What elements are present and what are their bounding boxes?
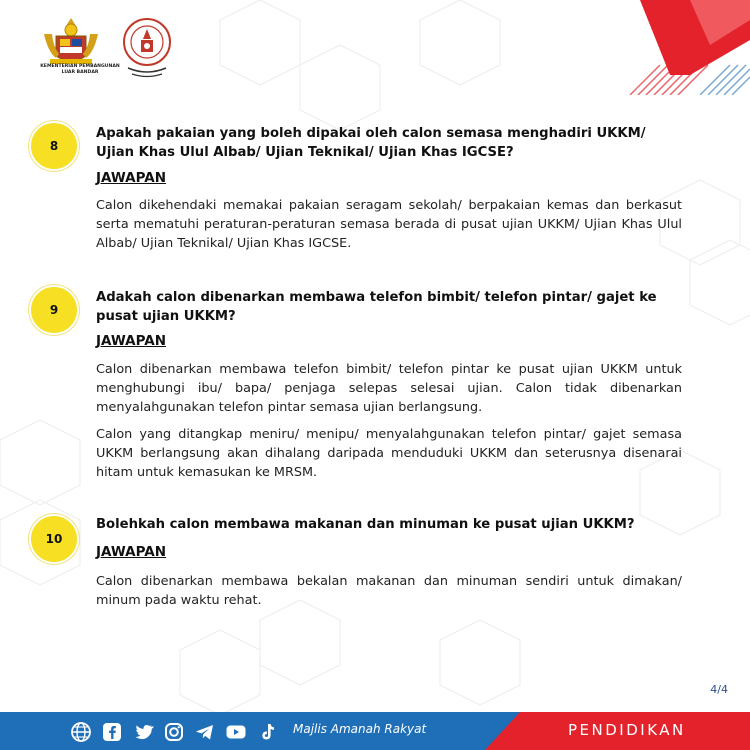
ministry-name: KEMENTERIAN PEMBANGUNAN LUAR BANDAR	[40, 64, 120, 75]
answer-paragraph: Calon dikehendaki memakai pakaian seragam sekolah/ berpakaian kemas dan berkasut serta mematuhi peraturan-peraturan semasa berada di pusat ujian UKKM/ Ujian Khas Ulul Albab/ Ujian Teknikal/ Ujian Khas IGCSE.	[96, 198, 682, 251]
organization-name: Majlis Amanah Rakyat	[293, 722, 427, 736]
question-number-badge: 10	[29, 514, 79, 564]
tiktok-icon[interactable]	[256, 721, 278, 743]
answer-paragraph: Calon dibenarkan membawa bekalan makanan dan minuman sendiri untuk dimakan/ minum pada waktu rehat.	[96, 574, 682, 608]
question-number-badge: 9	[29, 285, 79, 335]
answer-paragraph: Calon yang ditangkap meniru/ menipu/ menyalahgunakan telefon pintar/ gajet semasa UKKM berlangsung akan dihalang daripada menduduki UKKM dan seterusnya disenarai hitam untuk kemasukan ke MRSM.	[96, 427, 682, 480]
telegram-icon[interactable]	[194, 721, 216, 743]
twitter-icon[interactable]	[132, 721, 154, 743]
answer-label: JAWAPAN	[96, 544, 166, 560]
instagram-icon[interactable]	[163, 721, 185, 743]
footer	[0, 712, 750, 750]
page-number: 4/4	[710, 683, 728, 696]
answer-label: JAWAPAN	[96, 333, 166, 349]
question-text: Apakah pakaian yang boleh dipakai oleh calon semasa menghadiri UKKM/ Ujian Khas Ulul Albab/ Ujian Teknikal/ Ujian Khas IGCSE?	[96, 126, 646, 160]
youtube-icon[interactable]	[225, 721, 247, 743]
social-links	[70, 721, 278, 743]
question-text: Adakah calon dibenarkan membawa telefon bimbit/ telefon pintar/ gajet ke pusat ujian UKKM?	[96, 290, 657, 324]
section-label: PENDIDIKAN	[568, 721, 686, 739]
question-text: Bolehkah calon membawa makanan dan minuman ke pusat ujian UKKM?	[96, 517, 635, 532]
facebook-icon[interactable]	[101, 721, 123, 743]
globe-icon[interactable]	[70, 721, 92, 743]
corner-decoration	[570, 0, 750, 95]
question-number-badge: 8	[29, 121, 79, 171]
header	[0, 0, 750, 95]
answer-paragraph: Calon dibenarkan membawa telefon bimbit/ telefon pintar ke pusat ujian UKKM untuk menghubungi ibu/ bapa/ penjaga selepas selesai ujian. Calon tidak dibenarkan menyalahgunakan telefon pintar semasa ujian berlangsung.	[96, 362, 682, 415]
answer-label: JAWAPAN	[96, 170, 166, 186]
mara-seal-icon	[120, 16, 174, 82]
